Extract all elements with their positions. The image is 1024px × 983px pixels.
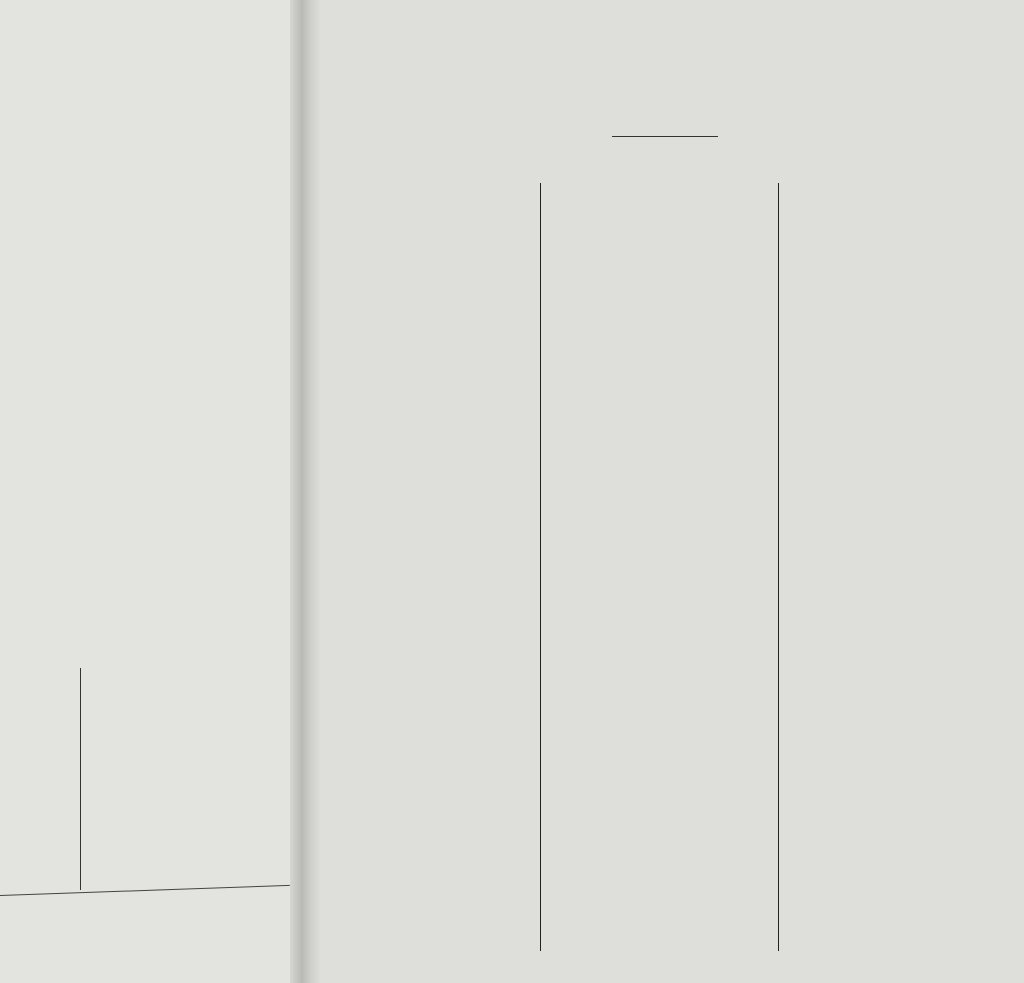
footnote-rule [0,885,290,896]
book-gutter [290,0,320,983]
entry-aaron [328,195,540,206]
concordance-column-1 [328,184,540,206]
right-page [320,0,1024,983]
books-divider [80,668,81,890]
column-rule-2 [778,183,779,951]
title-rule [612,136,718,137]
entry-a [328,184,540,195]
left-page [0,0,290,983]
column-rule-1 [540,183,541,951]
